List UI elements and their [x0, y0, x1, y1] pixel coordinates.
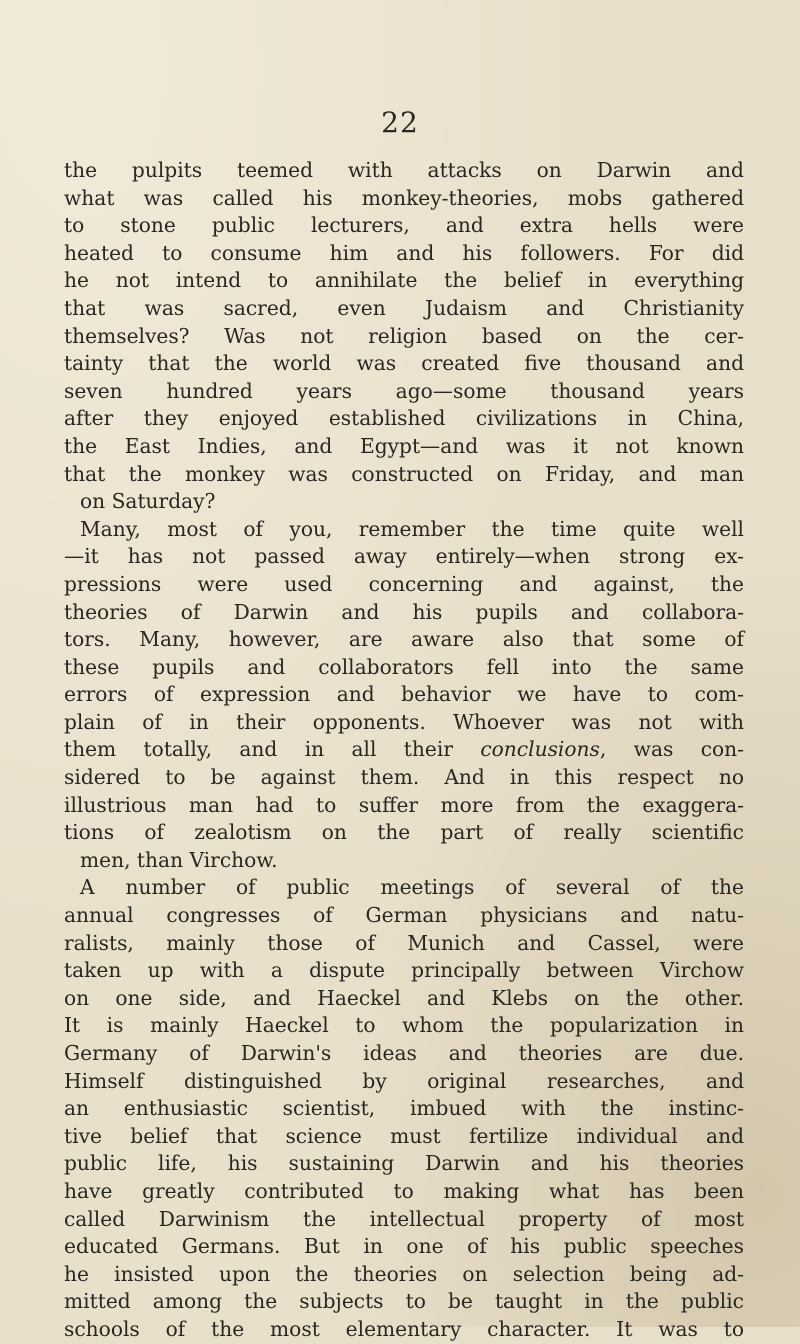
text-line: themselves? Was not religion based on the cer- [64, 323, 744, 348]
text-line: educated Germans. But in one of his public speeches [64, 1234, 744, 1259]
text-line: public life, his sustaining Darwin and his theories [64, 1151, 744, 1176]
text-segment: , was con- [599, 737, 744, 762]
text-line: Himself distinguished by original researches, and [64, 1068, 744, 1093]
text-line: the pulpits teemed with attacks on Darwin and [64, 158, 744, 182]
text-line: what was called his monkey-theories, mobs gathered [64, 185, 744, 210]
text-line: annual congresses of German physicians and natu- [64, 903, 744, 928]
text-line: plain of in their opponents. Whoever was not with [64, 709, 744, 734]
text-line: these pupils and collaborators fell into the same [64, 654, 744, 679]
text-line: Many, most of you, remember the time quite well [80, 516, 744, 541]
text-line: tions of zealotism on the part of really scientific [64, 820, 744, 845]
text-line: an enthusiastic scientist, imbued with the instinc- [64, 1096, 744, 1121]
text-line: on Saturday? [80, 489, 216, 514]
text-line: after they enjoyed established civilizations in China, [64, 406, 744, 431]
text-line: have greatly contributed to making what has been [64, 1178, 744, 1203]
page-number: 22 [381, 106, 419, 139]
text-segment: them totally, and in all their [64, 737, 481, 762]
text-line: errors of expression and behavior we have to com- [64, 682, 744, 707]
text-line: theories of Darwin and his pupils and collabora- [64, 599, 744, 624]
text-line: tive belief that science must fertilize individual and [64, 1123, 744, 1148]
text-line-with-italic [64, 736, 744, 764]
text-line: mitted among the subjects to be taught in the public [64, 1289, 744, 1314]
text-line: that was sacred, even Judaism and Christianity [64, 295, 744, 320]
italic-word: conclusions [480, 737, 600, 762]
text-line: ralists, mainly those of Munich and Cassel, were [64, 930, 744, 955]
text-line: Germany of Darwin's ideas and theories are due. [64, 1041, 744, 1065]
text-line: seven hundred years ago—some thousand years [64, 378, 744, 403]
text-line: heated to consume him and his followers. For did [64, 240, 744, 265]
text-line: tainty that the world was created five thousand and [64, 351, 744, 376]
text-line: called Darwinism the intellectual property of most [64, 1206, 744, 1231]
text-line: the East Indies, and Egypt—and was it not known [64, 433, 744, 458]
text-line: illustrious man had to suffer more from the exaggera- [64, 792, 744, 817]
text-line: sidered to be against them. And in this respect no [64, 765, 744, 790]
text-line: tors. Many, however, are aware also that some of [64, 627, 744, 652]
text-line: It is mainly Haeckel to whom the popularization in [64, 1013, 744, 1038]
text-line: he insisted upon the theories on selection being ad- [64, 1261, 744, 1286]
text-line: schools of the most elementary character. It was to [64, 1316, 744, 1341]
text-line: —it has not passed away entirely—when strong ex- [64, 544, 744, 569]
text-line: that the monkey was constructed on Friday, and man [64, 461, 744, 486]
text-line: he not intend to annihilate the belief in everything [64, 268, 744, 293]
text-line: A number of public meetings of several of the [80, 875, 744, 900]
text-line: taken up with a dispute principally between Virchow [64, 958, 744, 983]
body-text [64, 157, 744, 1344]
text-line: men, than Virchow. [80, 847, 278, 872]
text-line: pressions were used concerning and against, the [64, 571, 744, 596]
text-line: on one side, and Haeckel and Klebs on the other. [64, 985, 744, 1010]
text-line: to stone public lecturers, and extra hells were [64, 213, 744, 238]
